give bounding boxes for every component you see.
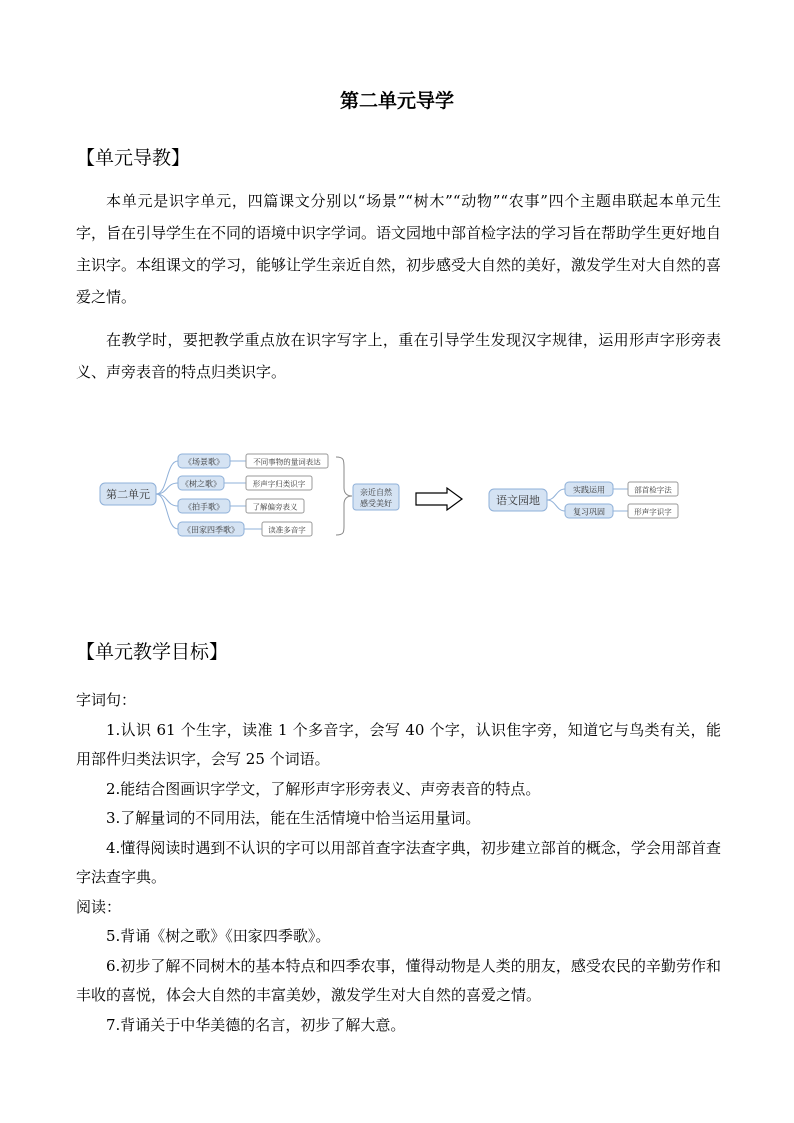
branch-line-3 [156,494,178,506]
lesson-node-2-label: 《树之歌》 [181,479,221,489]
summary-line-1: 亲近自然 [360,488,392,497]
lesson-node-4-label: 《田家四季歌》 [183,525,239,535]
garden-item-2-label: 复习巩固 [573,507,605,517]
unit-mind-map [96,447,696,547]
goal-item: 3.了解量词的不同用法，能在生活情境中恰当运用量词。 [106,809,481,827]
intro-paragraph-1: 本单元是识字单元，四篇课文分别以“场景”“树木”“动物”“农事”四个主题串联起本单元生字，旨在引导学生在不同的语境中识字学词。语文园地中部首检字法的学习旨在帮助学生更好地自主识字。本组课文的学习，能够让学生亲近自然，初步感受大自然的美好，激发学生对大自然的喜爱之情。 [76,192,722,306]
summary-brace [336,457,352,535]
goal-item: 4.懂得阅读时遇到不认识的字可以用部首查字法查字典，初步建立部首的概念，学会用部首查字法查字典。 [76,838,721,886]
page-title: 第二单元导学 [339,90,454,112]
garden-item-1-label: 实践运用 [573,485,605,495]
lesson-point-4-label: 读准多音字 [268,525,306,535]
section-heading-teaching-goals: 【单元教学目标】 [76,641,229,663]
goal-item: 1.认识 61 个生字，读准 1 个多音字，会写 40 个字，认识隹字旁，知道它与鸟类有关，能用部件归类法识字，会写 25 个词语。 [76,720,721,768]
goal-group-label-reading: 阅读： [76,897,122,916]
flow-arrow-icon [416,488,462,510]
teaching-goals [76,686,721,1040]
branch-line-2 [156,483,178,494]
lesson-point-1-label: 不同事物的量词表达 [253,457,321,467]
intro-paragraph-2: 在教学时，要把教学重点放在识字写字上，重在引导学生发现汉字规律，运用形声字形旁表义、声旁表音的特点归类识字。 [76,331,721,381]
summary-line-2: 感受美好 [360,499,392,508]
garden-node-label: 语文园地 [496,494,540,507]
lesson-node-3-label: 《拍手歌》 [184,502,224,512]
garden-point-2-label: 形声字识字 [634,507,672,517]
lesson-point-3-label: 了解偏旁表义 [252,502,298,512]
goal-item: 5.背诵《树之歌》《田家四季歌》。 [106,927,331,945]
goal-item: 6.初步了解不同树木的基本特点和四季农事，懂得动物是人类的朋友，感受农民的辛勤劳作和丰收的喜悦，体会大自然的丰富美妙，激发学生对大自然的喜爱之情。 [76,956,721,1004]
lesson-node-1-label: 《场景歌》 [184,457,224,467]
root-node-label: 第二单元 [106,488,150,501]
goal-item: 7.背诵关于中华美德的名言，初步了解大意。 [106,1015,406,1034]
section-heading-unit-guide: 【单元导教】 [76,147,191,169]
goal-group-label-words: 字词句： [76,691,137,709]
garden-point-1-label: 部首检字法 [634,485,672,495]
lesson-point-2-label: 形声字归类识字 [252,479,306,489]
goal-item: 2.能结合图画识字学文，了解形声字形旁表义、声旁表音的特点。 [106,779,541,798]
